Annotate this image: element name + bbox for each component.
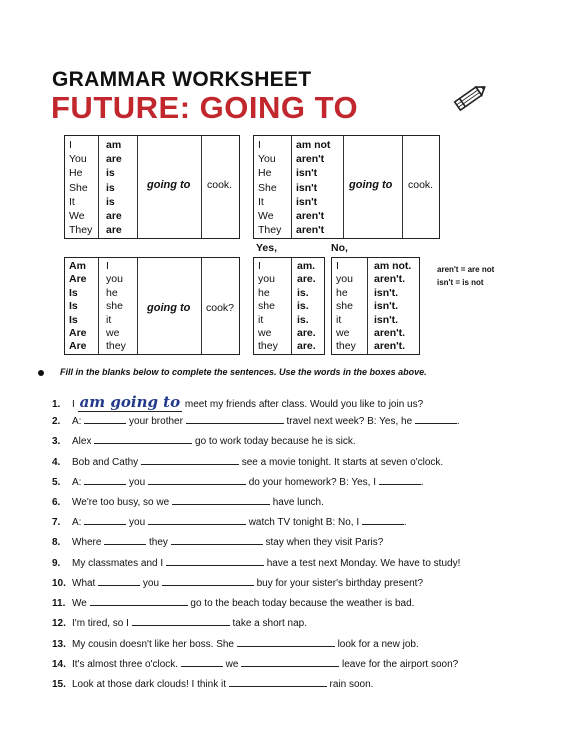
answer-blank[interactable] <box>172 495 270 505</box>
question-text: go to work today because he is sick. <box>195 436 356 447</box>
q-be: Are <box>69 326 87 339</box>
question-number: 5. <box>52 477 61 488</box>
question-text: It's almost three o'clock. <box>72 659 179 670</box>
answer-blank[interactable] <box>84 475 126 485</box>
contraction-note: isn't = is not <box>437 278 484 287</box>
question-number: 8. <box>52 537 61 548</box>
q-pronoun-column <box>106 260 126 354</box>
no-pronoun: they <box>336 340 356 353</box>
question-text: see a movie tonight. It starts at seven o'clock. <box>241 457 444 468</box>
question-text: rain soon. <box>329 679 374 690</box>
question-number: 2. <box>52 416 61 427</box>
no-be: isn't. <box>374 300 399 313</box>
neg-verb: cook. <box>408 179 434 191</box>
question-9 <box>52 556 460 569</box>
question-text: look for a new job. <box>337 639 419 650</box>
question-text: Bob and Cathy <box>72 457 139 468</box>
question-text: watch TV tonight B: No, I <box>248 517 360 528</box>
question-text: I'm tired, so I <box>72 618 129 629</box>
q-pronoun: he <box>106 286 118 299</box>
question-text: Look at those dark clouds! I think it <box>72 679 226 690</box>
negative-table <box>253 135 440 239</box>
yes-pronoun-column <box>258 260 278 354</box>
question-text: Alex <box>72 436 92 447</box>
question-15 <box>52 677 373 690</box>
question-number: 9. <box>52 558 61 569</box>
neg-going-to: going to <box>349 179 393 191</box>
question-2 <box>52 414 460 427</box>
answer-blank[interactable] <box>166 556 264 566</box>
neg-pronoun: I <box>258 139 261 151</box>
answer-blank[interactable] <box>104 535 146 545</box>
question-text: My classmates and I <box>72 558 164 569</box>
neg-pronoun: You <box>258 153 276 166</box>
question-text: We're too busy, so we <box>72 497 170 508</box>
yes-pronoun: they <box>258 340 278 353</box>
question-text: have a test next Monday. We have to study! <box>266 558 461 569</box>
no-pronoun: you <box>336 273 353 286</box>
aff-be: is <box>106 167 115 180</box>
answer-blank[interactable] <box>132 616 230 626</box>
question-7 <box>52 515 407 528</box>
q-pronoun: it <box>106 313 112 326</box>
yes-be: is. <box>297 313 309 326</box>
yes-label: Yes, <box>256 242 278 254</box>
question-text: do your homework? B: Yes, I <box>248 477 376 488</box>
q-be: Is <box>69 313 78 326</box>
q-pronoun: I <box>106 260 109 272</box>
aff-going-to: going to <box>147 179 191 191</box>
question-number: 6. <box>52 497 61 508</box>
question-10 <box>52 576 423 589</box>
affirmative-table <box>64 135 240 239</box>
q-be: Am <box>69 260 86 272</box>
aff-be: are <box>106 153 122 166</box>
question-text: . <box>403 517 407 528</box>
answer-blank[interactable] <box>186 414 284 424</box>
question-text: What <box>72 578 96 589</box>
question-12 <box>52 616 307 629</box>
question-text: leave for the airport soon? <box>342 659 459 670</box>
question-text: A: <box>72 416 82 427</box>
q-pronoun: we <box>106 326 120 339</box>
q-be: Are <box>69 340 87 353</box>
question-number: 1. <box>52 399 61 410</box>
question-text: We <box>72 598 87 609</box>
answer-blank[interactable] <box>148 515 246 525</box>
aff-pronoun: You <box>69 153 87 166</box>
aff-be: am <box>106 139 122 151</box>
aff-pronoun: It <box>69 195 75 208</box>
no-pronoun: I <box>336 260 339 272</box>
aff-pronoun-column <box>69 138 92 237</box>
question-13 <box>52 637 419 650</box>
question-number: 3. <box>52 436 61 447</box>
question-11 <box>52 596 414 609</box>
no-be: aren't. <box>374 340 406 353</box>
q-be: Is <box>69 300 78 313</box>
question-text: go to the beach today because the weather is bad. <box>190 598 415 609</box>
yes-pronoun: you <box>258 273 275 286</box>
question-number: 10. <box>52 578 66 589</box>
answer-blank[interactable] <box>237 637 335 647</box>
neg-pronoun: We <box>258 209 274 222</box>
answer-blank[interactable] <box>148 475 246 485</box>
q-going-to: going to <box>147 302 191 314</box>
no-be-column <box>374 260 411 354</box>
no-be: aren't. <box>374 326 406 339</box>
answer-blank[interactable] <box>84 414 126 424</box>
answer-blank[interactable] <box>90 596 188 606</box>
question-5 <box>52 475 424 488</box>
yes-be: are. <box>297 340 316 353</box>
aff-pronoun: She <box>69 181 88 194</box>
yes-be: am. <box>297 260 316 272</box>
q-pronoun: you <box>106 273 123 286</box>
question-text: have lunch. <box>272 497 324 508</box>
neg-be-column <box>296 138 330 237</box>
aff-be: are <box>106 224 122 237</box>
yes-pronoun: she <box>258 300 275 313</box>
no-pronoun: we <box>336 326 350 339</box>
answer-blank[interactable] <box>94 434 192 444</box>
question-3 <box>52 434 356 447</box>
q-verb: cook? <box>206 302 235 314</box>
question-text: you <box>129 517 146 528</box>
question-1 <box>52 393 423 411</box>
question-number: 12. <box>52 618 66 629</box>
no-be: isn't. <box>374 286 399 299</box>
question-text: your brother <box>129 416 183 427</box>
neg-be: isn't <box>296 195 318 208</box>
question-text: stay when they visit Paris? <box>265 537 384 548</box>
question-text: take a short nap. <box>232 618 307 629</box>
question-number: 15. <box>52 679 66 690</box>
answer-blank[interactable] <box>415 414 457 424</box>
question-table <box>64 257 240 355</box>
aff-be: are <box>106 209 122 222</box>
question-number: 13. <box>52 639 66 650</box>
yes-be: is. <box>297 286 309 299</box>
question-text: I <box>72 399 75 410</box>
no-pronoun: she <box>336 300 353 313</box>
question-text: My cousin doesn't like her boss. She <box>72 639 234 650</box>
neg-be: isn't <box>296 167 318 180</box>
contraction-notes <box>437 263 494 289</box>
question-text: you <box>142 578 160 589</box>
question-text: they <box>149 537 168 548</box>
no-be: aren't. <box>374 273 406 286</box>
yes-pronoun: I <box>258 260 261 272</box>
no-pronoun: it <box>336 313 342 326</box>
neg-pronoun: She <box>258 181 277 194</box>
no-label: No, <box>331 242 348 254</box>
question-text: meet my friends after class. Would you like to join us? <box>184 399 424 410</box>
yes-pronoun: we <box>258 326 272 339</box>
neg-be: isn't <box>296 181 318 194</box>
neg-pronoun: They <box>258 224 282 237</box>
no-pronoun: he <box>336 286 348 299</box>
question-text: A: <box>72 477 82 488</box>
no-be: isn't. <box>374 313 399 326</box>
aff-be: is <box>106 181 115 194</box>
neg-be: aren't <box>296 153 325 166</box>
q-be-column <box>69 260 87 354</box>
neg-pronoun: It <box>258 195 264 208</box>
bullet-icon <box>38 370 44 376</box>
yes-answer-table <box>253 257 325 355</box>
instructions: Fill in the blanks below to complete the sentences. Use the words in the boxes above. <box>60 367 427 377</box>
question-8 <box>52 535 383 548</box>
question-14 <box>52 657 458 670</box>
no-pronoun-column <box>336 260 356 354</box>
question-text: . <box>456 416 460 427</box>
question-number: 4. <box>52 457 61 468</box>
answer-blank[interactable] <box>362 515 404 525</box>
question-6 <box>52 495 324 508</box>
answer-blank[interactable] <box>84 515 126 525</box>
aff-pronoun: I <box>69 139 72 151</box>
q-be: Is <box>69 286 78 299</box>
worksheet-subtitle: FUTURE: GOING TO <box>51 90 359 125</box>
neg-pronoun: He <box>258 167 272 180</box>
answer-blank[interactable] <box>141 455 239 465</box>
question-text: Where <box>72 537 102 548</box>
question-number: 11. <box>52 598 66 609</box>
neg-be: aren't <box>296 209 325 222</box>
question-text: A: <box>72 517 82 528</box>
neg-pronoun-column <box>258 138 281 237</box>
question-text: . <box>420 477 424 488</box>
aff-pronoun: He <box>69 167 83 180</box>
example-answer: am going to <box>79 393 181 411</box>
question-text: we <box>225 659 239 670</box>
question-text: buy for your sister's birthday present? <box>256 578 424 589</box>
answer-blank[interactable] <box>241 657 339 667</box>
aff-pronoun: They <box>69 224 93 237</box>
neg-be: am not <box>296 139 331 151</box>
yes-be: is. <box>297 300 309 313</box>
no-answer-table <box>331 257 420 355</box>
answer-blank[interactable] <box>162 576 254 586</box>
yes-be-column <box>297 260 316 354</box>
answer-blank[interactable] <box>379 475 421 485</box>
answer-blank[interactable] <box>171 535 263 545</box>
answer-blank[interactable] <box>181 657 223 667</box>
aff-pronoun: We <box>69 209 85 222</box>
contraction-note: aren't = are not <box>437 265 495 274</box>
q-be: Are <box>69 273 87 286</box>
yes-pronoun: it <box>258 313 264 326</box>
q-pronoun: they <box>106 340 126 353</box>
yes-be: are. <box>297 273 316 286</box>
pencil-icon <box>449 80 489 116</box>
aff-be: is <box>106 195 115 208</box>
question-text: travel next week? B: Yes, he <box>286 416 413 427</box>
question-4 <box>52 455 443 468</box>
neg-be: aren't <box>296 224 325 237</box>
worksheet-title: GRAMMAR WORKSHEET <box>52 68 312 91</box>
aff-verb: cook. <box>207 179 233 191</box>
yes-pronoun: he <box>258 286 270 299</box>
q-pronoun: she <box>106 300 123 313</box>
question-text: you <box>129 477 146 488</box>
answer-blank[interactable] <box>98 576 140 586</box>
answer-blank[interactable] <box>229 677 327 687</box>
question-number: 14. <box>52 659 66 670</box>
aff-be-column <box>106 138 122 237</box>
yes-be: are. <box>297 326 316 339</box>
no-be: am not. <box>374 260 412 272</box>
question-number: 7. <box>52 517 61 528</box>
